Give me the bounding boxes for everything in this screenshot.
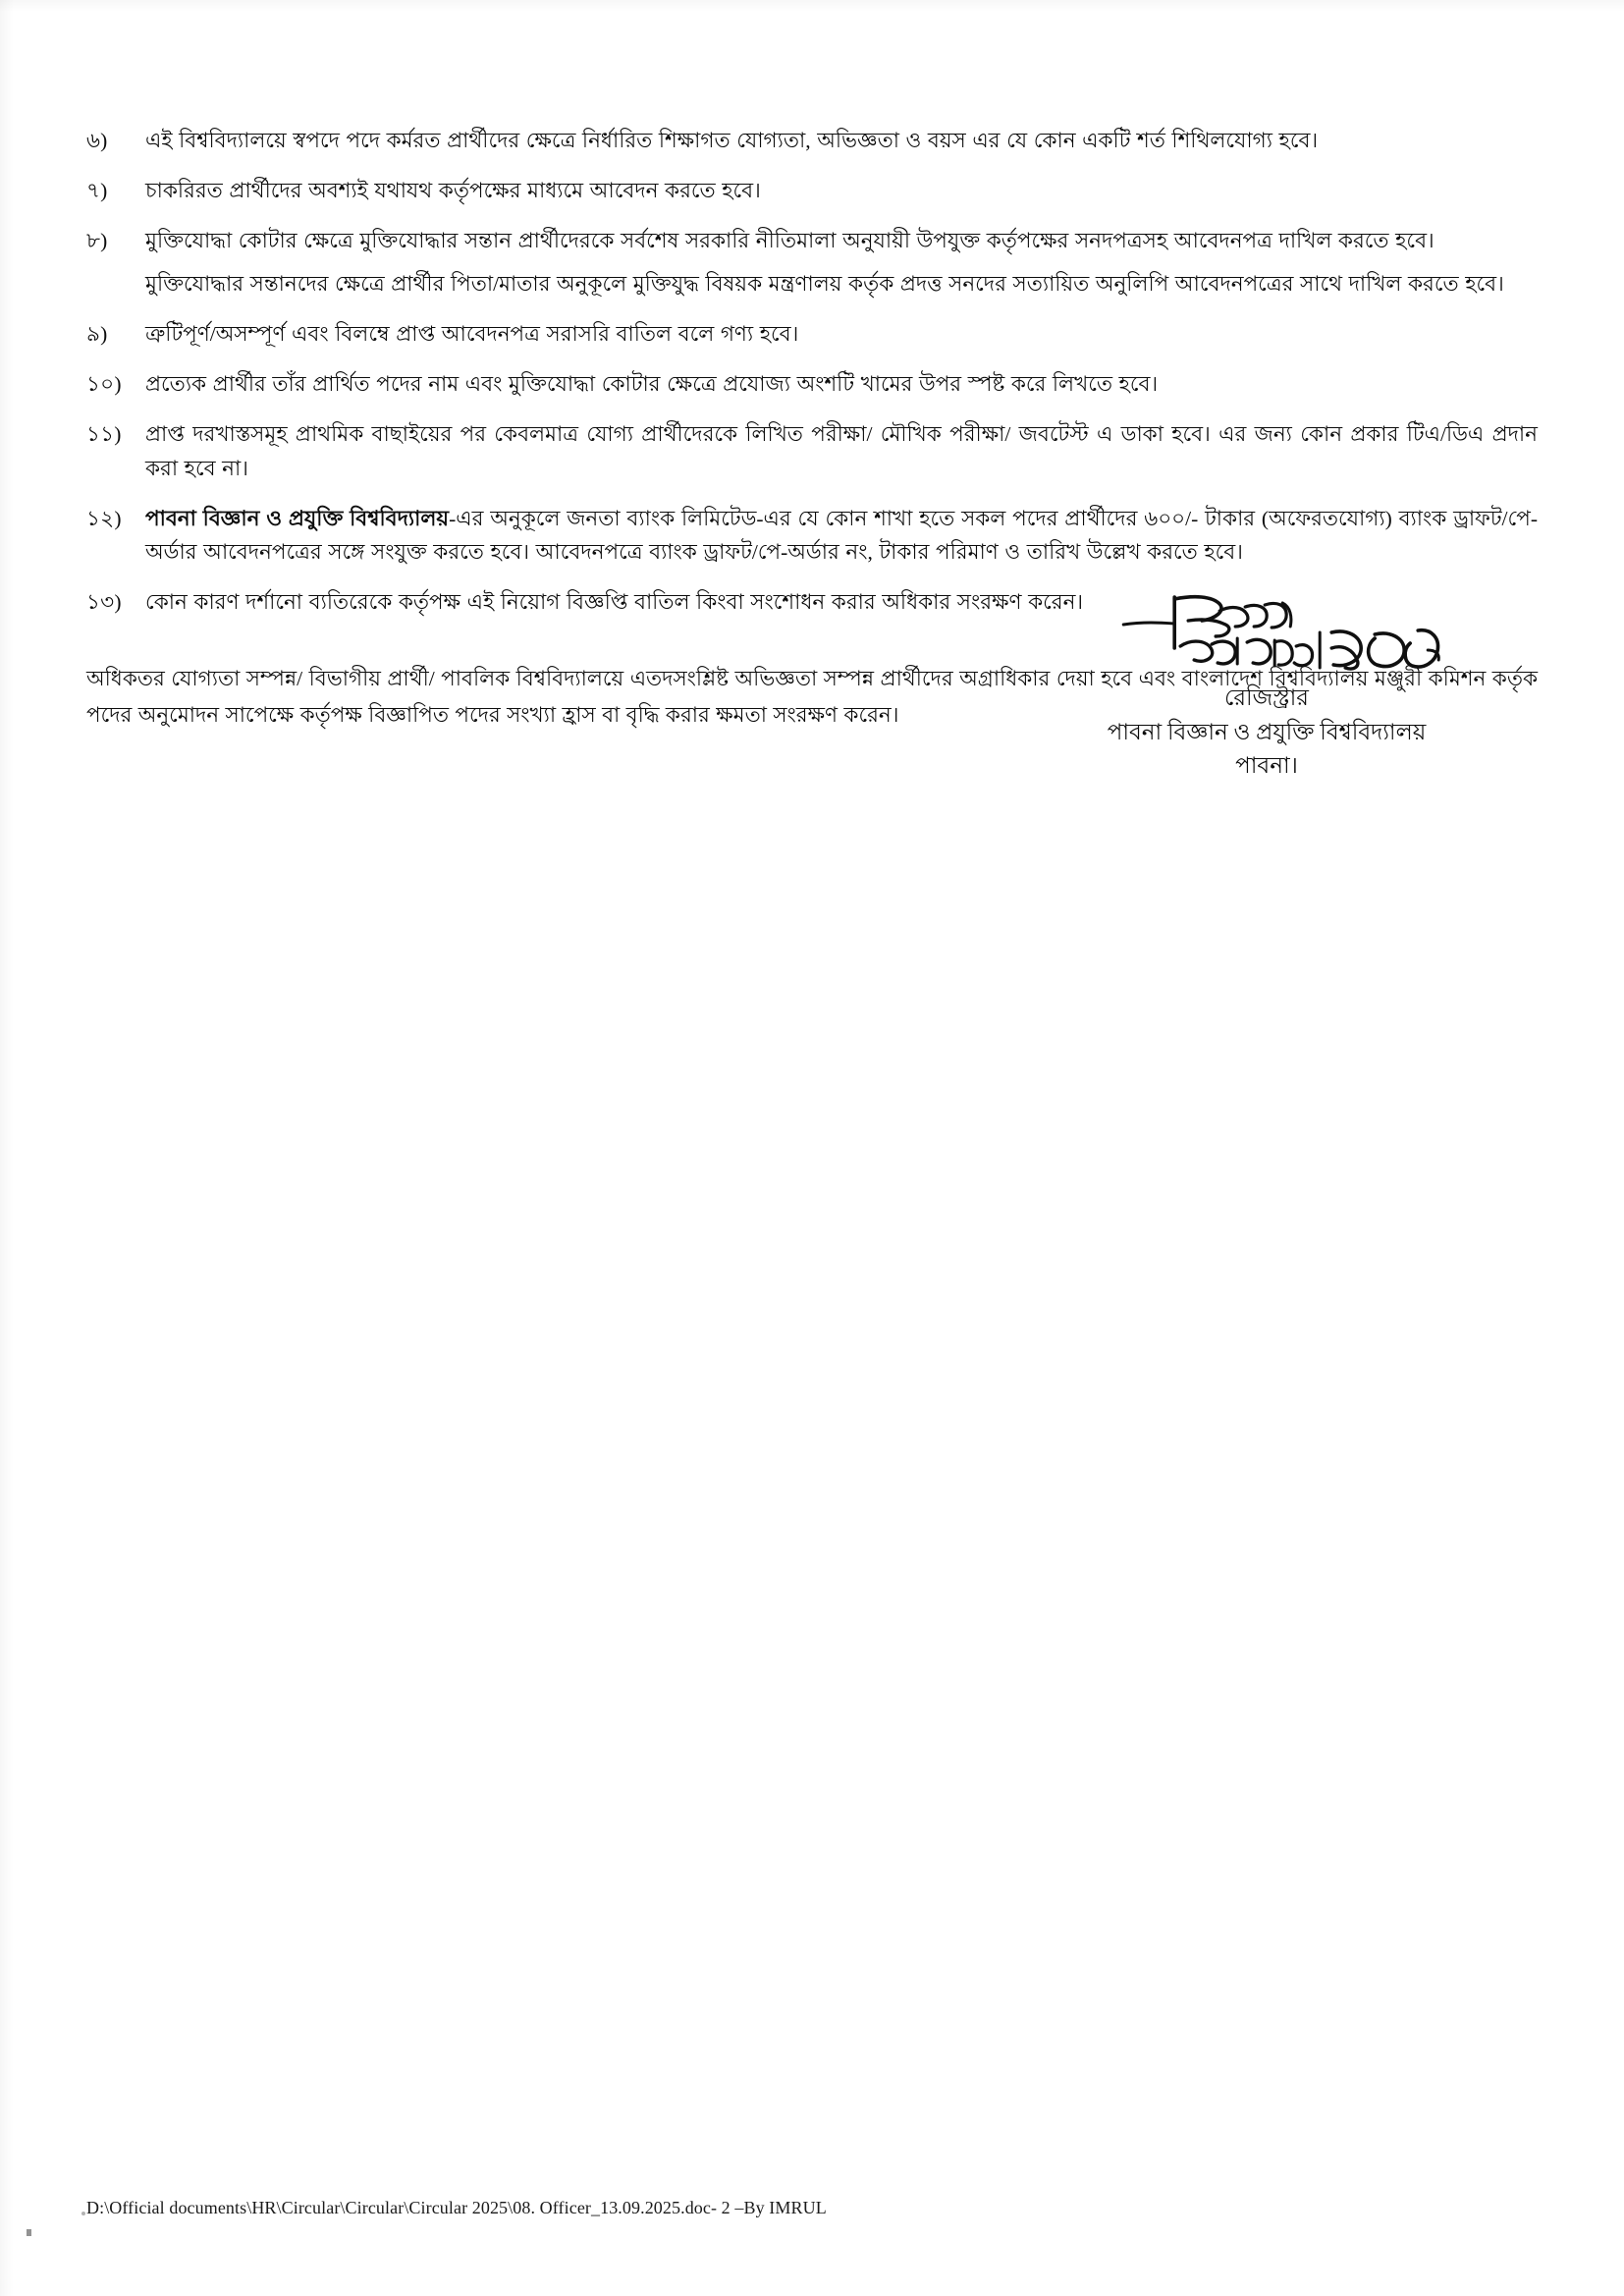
scan-edge-shadow-top	[0, 0, 1624, 12]
footer-file-path: D:\Official documents\HR\Circular\Circular\Circular 2025\08. Officer_13.09.2025.doc- 2 –By IMRUL	[86, 2198, 827, 2217]
closing-paragraph: অধিকতর যোগ্যতা সম্পন্ন/ বিভাগীয় প্রার্থী/ পাবলিক বিশ্ববিদ্যালয়ে এতদসংশ্লিষ্ট অভিজ্ঞতা সম্পন্ন প্রার্থীদের অগ্রাধিকার দেয়া হবে এবং বাংলাদেশ বিশ্ববিদ্যালয় মঞ্জুরী কমিশন কর্তৃক পদের অনুমোদন সাপেক্ষে কর্তৃপক্ষ বিজ্ঞাপিত পদের সংখ্যা হ্রাস বা বৃদ্ধি করার ক্ষমতা সংরক্ষণ করেন।	[86, 667, 1538, 728]
clause-number: ৭)	[86, 178, 108, 202]
clause-paragraph: মুক্তিযোদ্ধা কোটার ক্ষেত্রে মুক্তিযোদ্ধার সন্তান প্রার্থীদেরকে সর্বশেষ সরকারি নীতিমালা অনুযায়ী উপযুক্ত কর্তৃপক্ষের সনদপত্রসহ আবেদনপত্র দাখিল করতে হবে।	[145, 228, 1435, 252]
clause-number: ৬)	[86, 129, 108, 152]
clause-text	[145, 502, 1538, 571]
clause-paragraph: প্রাপ্ত দরখাস্তসমূহ প্রাথমিক বাছাইয়ের পর কেবলমাত্র যোগ্য প্রার্থীদেরকে লিখিত পরীক্ষা/ মৌখিক পরীক্ষা/ জবটেস্ট এ ডাকা হবে। এর জন্য কোন প্রকার টিএ/ডিএ প্রদান করা হবে না।	[145, 421, 1538, 480]
scan-artifact-speck	[81, 2212, 85, 2215]
clause-text	[145, 367, 1538, 402]
scan-edge-shadow-left	[0, 0, 14, 2296]
scan-artifact-speck	[27, 2229, 31, 2236]
clause-item	[86, 417, 1538, 486]
clause-text	[145, 124, 1538, 158]
clause-number: ১২)	[86, 506, 122, 530]
clause-number: ১৩)	[86, 590, 122, 615]
clause-text	[145, 317, 1538, 352]
signature-designation: রেজিস্ট্রার	[1224, 685, 1309, 710]
clause-item	[86, 317, 1538, 352]
clause-number: ৯)	[86, 322, 108, 347]
clause-text	[145, 174, 1538, 208]
clause-item	[86, 224, 1538, 302]
clause-paragraph: ত্রুটিপূর্ণ/অসম্পূর্ণ এবং বিলম্বে প্রাপ্ত আবেদনপত্র সরাসরি বাতিল বলে গণ্য হবে।	[145, 322, 799, 347]
clause-paragraph	[145, 502, 1538, 571]
clause-item	[86, 367, 1538, 402]
clause-paragraph: মুক্তিযোদ্ধার সন্তানদের ক্ষেত্রে প্রার্থীর পিতা/মাতার অনুকূলে মুক্তিযুদ্ধ বিষয়ক মন্ত্রণালয় কর্তৃক প্রদত্ত সনদের সত্যায়িত অনুলিপি আবেদনপত্রের সাথে দাখিল করতে হবে।	[145, 272, 1504, 297]
clause-item	[86, 502, 1538, 571]
clause-item	[86, 174, 1538, 208]
clause-paragraph: চাকরিরত প্রার্থীদের অবশ্যই যথাযথ কর্তৃপক্ষের মাধ্যমে আবেদন করতে হবে।	[145, 178, 761, 202]
clause-paragraph-remainder: -এর অনুকূলে জনতা ব্যাংক লিমিটেড-এর যে কোন শাখা হতে সকল পদের প্রার্থীদের ৬০০/- টাকার (অফেরতযোগ্য) ব্যাংক ড্রাফট/পে-অর্ডার আবেদনপত্রের সঙ্গে সংযুক্ত করতে হবে। আবেদনপত্রে ব্যাংক ড্রাফট/পে-অর্ডার নং, টাকার পরিমাণ ও তারিখ উল্লেখ করতে হবে।	[145, 506, 1538, 565]
clause-number: ১১)	[86, 421, 122, 446]
signature-location: পাবনা।	[1235, 753, 1298, 778]
institution-name-emphasis: পাবনা বিজ্ঞান ও প্রযুক্তি বিশ্ববিদ্যালয়	[145, 506, 450, 530]
signature-institution: পাবনা বিজ্ঞান ও প্রযুক্তি বিশ্ববিদ্যালয়	[1107, 719, 1427, 744]
clause-item	[86, 124, 1538, 158]
clause-paragraph: কোন কারণ দর্শানো ব্যতিরেকে কর্তৃপক্ষ এই নিয়োগ বিজ্ঞপ্তি বাতিল কিংবা সংশোধন করার অধিকার সংরক্ষণ করেন।	[145, 590, 1084, 615]
clause-number: ১০)	[86, 372, 122, 397]
clause-paragraph: প্রত্যেক প্রার্থীর তাঁর প্রার্থিত পদের নাম এবং মুক্তিযোদ্ধা কোটার ক্ষেত্রে প্রযোজ্য অংশটি খামের উপর স্পষ্ট করে লিখতে হবে।	[145, 372, 1159, 397]
clause-text	[145, 224, 1538, 302]
clause-paragraph: এই বিশ্ববিদ্যালয়ে স্বপদে পদে কর্মরত প্রার্থীদের ক্ষেত্রে নির্ধারিত শিক্ষাগত যোগ্যতা, অভিজ্ঞতা ও বয়স এর যে কোন একটি শর্ত শিথিলযোগ্য হবে।	[145, 129, 1319, 152]
handwritten-signature	[1021, 589, 1512, 680]
clause-text	[145, 417, 1538, 486]
clause-number: ৮)	[86, 228, 108, 252]
signature-block	[1021, 589, 1512, 784]
